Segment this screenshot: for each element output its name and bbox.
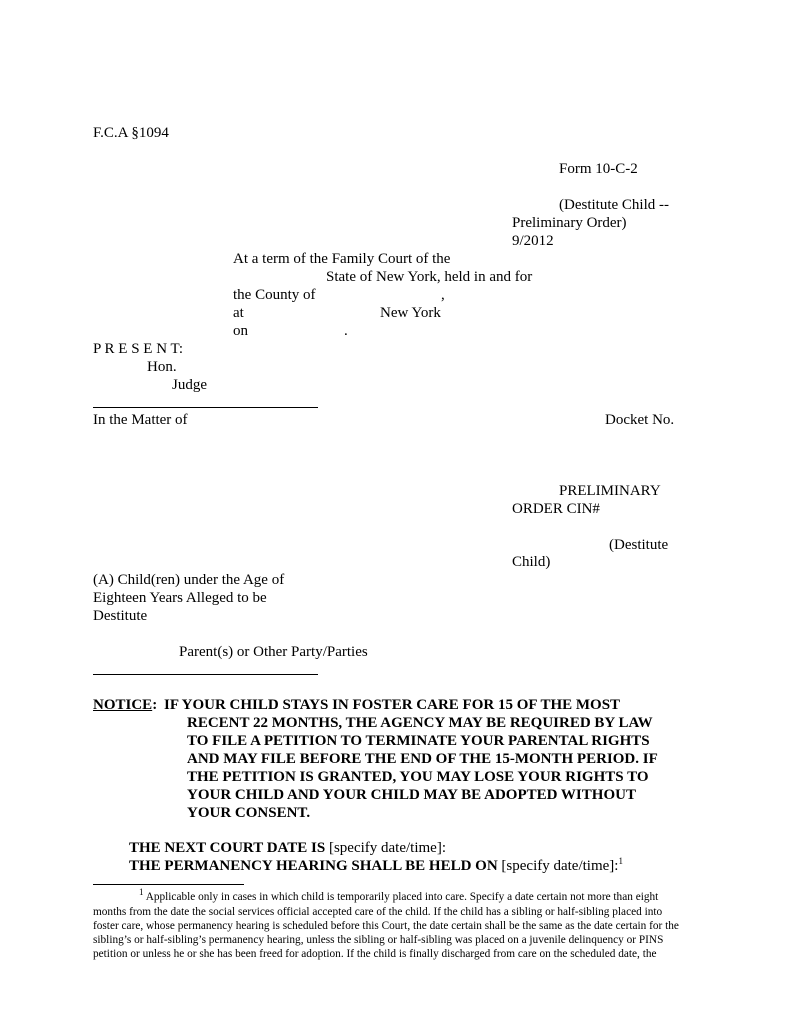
court-term-line1: At a term of the Family Court of the: [233, 251, 451, 267]
footnote-text: Applicable only in cases in which child is temporarily placed into care. Specify a date certain not more than eight: [143, 891, 659, 903]
parties-label: Parent(s) or Other Party/Parties: [179, 644, 368, 660]
footnote-line: sibling’s or half-sibling’s permanency hearing, unless the sibling or half-sibling was placed on a juvenile delinquency or PINS: [93, 934, 664, 946]
notice-line: AND MAY FILE BEFORE THE END OF THE 15-MONTH PERIOD. IF: [187, 751, 658, 767]
footnote-line: months from the date the social services official accepted care of the child. If the child has a sibling or half-sibling placed into: [93, 906, 663, 918]
permanency-hearing-date: [129, 857, 623, 875]
next-court-date: [129, 839, 446, 857]
notice-lead: NOTICE: [93, 697, 153, 713]
judge-label: Judge: [172, 377, 207, 393]
form-date: 9/2012: [512, 233, 554, 249]
caption-bottom-rule: [93, 674, 318, 675]
permanency-hearing-spec: [specify date/time]:: [497, 858, 619, 874]
next-court-date-label: THE NEXT COURT DATE IS: [129, 840, 326, 856]
notice-line: RECENT 22 MONTHS, THE AGENCY MAY BE REQUIRED BY LAW: [187, 715, 653, 731]
next-court-date-spec: [specify date/time]:: [325, 840, 446, 856]
footnote-separator: [93, 884, 244, 885]
footnote-line: petition or unless he or she has been freed for adoption. If the child is finally discharged from care on the scheduled date, the: [93, 948, 657, 960]
notice-colon: :: [152, 697, 158, 713]
present-label: P R E S E N T:: [93, 341, 184, 357]
caption-top-rule: [93, 407, 318, 408]
order-title-line2: ORDER CIN#: [512, 501, 600, 517]
hon-label: Hon.: [147, 359, 177, 375]
footnote-line: foster care, whose permanency hearing is scheduled before this Court, the date certain shall be the same as the date certain for the: [93, 920, 679, 932]
matter-of-label: In the Matter of: [93, 412, 188, 428]
child-description-line2: Eighteen Years Alleged to be: [93, 590, 267, 606]
notice-line: THE PETITION IS GRANTED, YOU MAY LOSE YOUR RIGHTS TO: [187, 769, 649, 785]
footnote-reference[interactable]: 1: [618, 856, 623, 866]
notice-line: IF YOUR CHILD STAYS IN FOSTER CARE FOR 15 OF THE MOST: [164, 697, 621, 713]
child-description-line3: Destitute: [93, 608, 148, 624]
permanency-hearing-label: THE PERMANENCY HEARING SHALL BE HELD ON: [129, 858, 498, 874]
footnote-line: [139, 887, 659, 904]
form-description-line2: Preliminary Order): [512, 215, 627, 231]
county-comma: ,: [441, 287, 445, 303]
statute-reference: F.C.A §1094: [93, 125, 169, 141]
date-period: .: [344, 323, 348, 339]
footnote-number: 1: [139, 887, 144, 898]
at-label: at: [233, 305, 244, 321]
notice-line: YOUR CONSENT.: [187, 805, 311, 821]
order-title-line1: PRELIMINARY: [559, 483, 661, 499]
notice-line: TO FILE A PETITION TO TERMINATE YOUR PARENTAL RIGHTS: [187, 733, 650, 749]
order-subtitle-line1: (Destitute: [609, 537, 669, 553]
location-value: New York: [380, 305, 441, 321]
child-description-line1: (A) Child(ren) under the Age of: [93, 572, 285, 588]
order-subtitle-line2: Child): [512, 554, 551, 570]
on-label: on: [233, 323, 248, 339]
form-description-line1: (Destitute Child --: [559, 197, 669, 213]
court-term-line2: State of New York, held in and for: [326, 269, 533, 285]
notice-heading: [93, 696, 157, 714]
docket-label: Docket No.: [605, 412, 675, 428]
notice-line: YOUR CHILD AND YOUR CHILD MAY BE ADOPTED WITHOUT: [187, 787, 636, 803]
county-label: the County of: [233, 287, 316, 303]
form-number: Form 10-C-2: [559, 161, 638, 177]
